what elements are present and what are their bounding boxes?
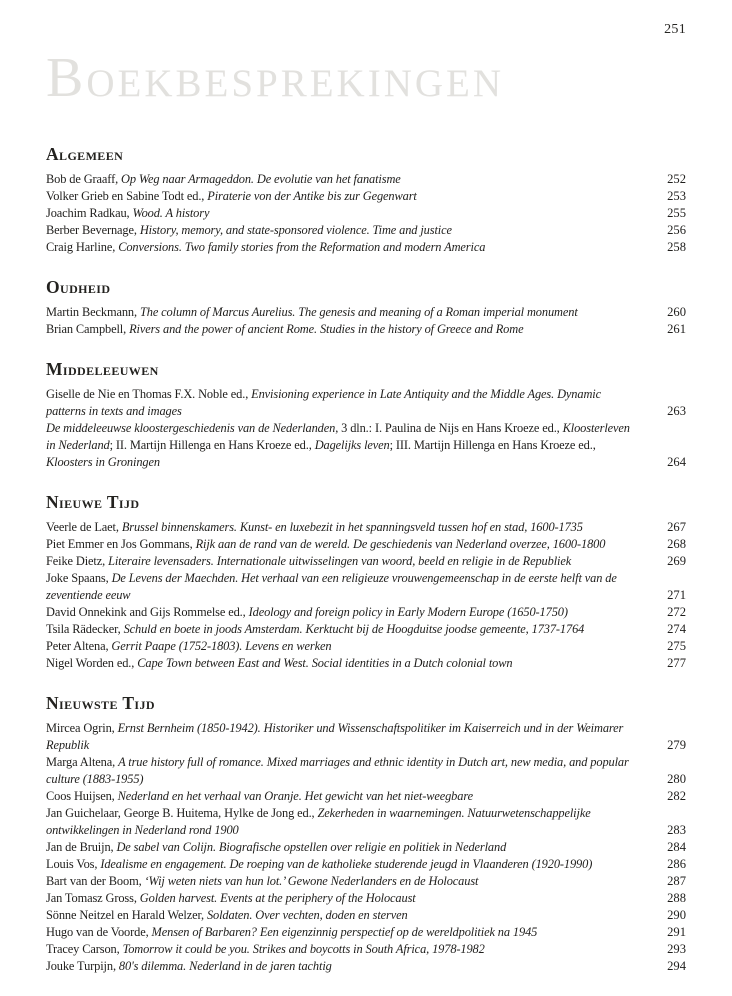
entry-page-number: 260 <box>667 304 686 319</box>
section-title: Algemeen <box>46 143 124 164</box>
section-title: Middeleeuwen <box>46 358 159 379</box>
toc-entry <box>46 720 686 754</box>
toc-sections <box>46 144 686 975</box>
entry-page-number: 283 <box>667 822 686 837</box>
section-algemeen <box>46 144 686 256</box>
toc-entry <box>46 570 686 604</box>
entry-title-segment: 80's dilemma. Nederland in de jaren tachtig <box>118 958 332 973</box>
entry-text <box>46 420 656 471</box>
entry-author-segment: Craig Harline, <box>46 239 119 254</box>
entry-text <box>46 754 656 788</box>
entry-page-number: 263 <box>667 403 686 418</box>
entry-text <box>46 873 656 890</box>
entry-text <box>46 941 656 958</box>
entry-page-number: 277 <box>667 655 686 670</box>
entry-page-number: 264 <box>667 454 686 469</box>
entry-title-segment: Gerrit Paape (1752-1803). Levens en werken <box>111 638 332 653</box>
entry-title-segment: Wood. A history <box>132 205 210 220</box>
entry-author-segment: ; III. Martijn Hillenga en Hans Kroeze ed., <box>389 437 596 452</box>
entry-author-segment: Jan de Bruijn, <box>46 839 117 854</box>
entry-author-segment: Jan Tomasz Gross, <box>46 890 140 905</box>
entry-text <box>46 553 656 570</box>
entry-author-segment: Piet Emmer en Jos Gommans, <box>46 536 196 551</box>
entry-title-segment: History, memory, and state-sponsored violence. Time and justice <box>139 222 452 237</box>
toc-entry <box>46 655 686 672</box>
entry-text <box>46 890 656 907</box>
entry-author-segment: Tracey Carson, <box>46 941 123 956</box>
entry-text <box>46 188 656 205</box>
toc-entry <box>46 188 686 205</box>
entry-text <box>46 907 656 924</box>
entry-title-segment: Golden harvest. Events at the periphery of the Holocaust <box>139 890 416 905</box>
entry-title-segment: Piraterie von der Antike bis zur Gegenwart <box>207 188 417 203</box>
entry-title-segment: Ideology and foreign policy in Early Modern Europe (1650-1750) <box>248 604 568 619</box>
toc-entry <box>46 890 686 907</box>
toc-entry <box>46 222 686 239</box>
entry-title-segment: Zekerheden in waarnemingen. Natuurwetenschappelijke ontwikkelingen in Nederland rond 1900 <box>46 805 591 837</box>
section-nieuwe-tijd <box>46 492 686 672</box>
page-number: 251 <box>664 22 686 37</box>
toc-entry <box>46 205 686 222</box>
entry-page-number: 282 <box>667 788 686 803</box>
entry-author-segment: Volker Grieb en Sabine Todt ed., <box>46 188 208 203</box>
entry-page-number: 271 <box>667 587 686 602</box>
entry-text <box>46 805 656 839</box>
entry-author-segment: Nigel Worden ed., <box>46 655 138 670</box>
entry-title-segment: Op Weg naar Armageddon. De evolutie van het fanatisme <box>121 171 401 186</box>
entry-author-segment: Bob de Graaff, <box>46 171 122 186</box>
entry-author-segment: Louis Vos, <box>46 856 101 871</box>
entry-page-number: 290 <box>667 907 686 922</box>
entry-page-number: 255 <box>667 205 686 220</box>
entry-text <box>46 570 656 604</box>
entry-page-number: 288 <box>667 890 686 905</box>
toc-entry <box>46 386 686 420</box>
entry-title-segment: Kloosters in Groningen <box>46 454 160 469</box>
toc-entry <box>46 171 686 188</box>
section-title: Oudheid <box>46 276 111 297</box>
entry-author-segment: Mircea Ogrin, <box>46 720 118 735</box>
entry-title-segment: Brussel binnenskamers. Kunst- en luxebezit in het spanningsveld tussen hof en stad, 1600-1735 <box>121 519 583 534</box>
toc-entry <box>46 788 686 805</box>
entry-author-segment: Feike Dietz, <box>46 553 109 568</box>
toc-entry <box>46 839 686 856</box>
section-title: Nieuwste Tijd <box>46 692 155 713</box>
toc-entry <box>46 638 686 655</box>
entry-title-segment: Soldaten. Over vechten, doden en sterven <box>206 907 408 922</box>
entry-author-segment: Jan Guichelaar, George B. Huitema, Hylke de Jong ed., <box>46 805 318 820</box>
entry-author-segment: Bart van der Boom, <box>46 873 145 888</box>
entry-page-number: 253 <box>667 188 686 203</box>
entry-title-segment: Kloosterleven in Nederland <box>46 420 630 452</box>
entry-page-number: 275 <box>667 638 686 653</box>
toc-entry <box>46 856 686 873</box>
entry-text <box>46 958 656 975</box>
entry-title-segment: Tomorrow it could be you. Strikes and boycotts in South Africa, 1978-1982 <box>122 941 485 956</box>
entry-title-segment: Ernst Bernheim (1850-1942). Historiker und Wissenschaftspolitiker im Kaiserreich und in der Weimarer Republik <box>46 720 624 752</box>
entry-title-segment: Rijk aan de rand van de wereld. De geschiedenis van Nederland overzee, 1600-1800 <box>195 536 606 551</box>
entry-page-number: 252 <box>667 171 686 186</box>
entry-page-number: 286 <box>667 856 686 871</box>
entry-title-segment: A true history full of romance. Mixed marriages and ethnic identity in Dutch art, new media, and popular culture (1883-1955) <box>46 754 629 786</box>
entry-text <box>46 604 656 621</box>
entry-page-number: 287 <box>667 873 686 888</box>
entry-title-segment: Conversions. Two family stories from the Reformation and modern America <box>118 239 486 254</box>
entry-title-segment: De sabel van Colijn. Biografische opstellen over religie en politiek in Nederland <box>116 839 507 854</box>
toc-entry <box>46 924 686 941</box>
section-middeleeuwen <box>46 359 686 471</box>
toc-entry <box>46 519 686 536</box>
entry-text <box>46 171 656 188</box>
entry-title-segment: Envisioning experience in Late Antiquity and the Middle Ages. Dynamic patterns in texts and images <box>46 386 601 418</box>
entry-page-number: 272 <box>667 604 686 619</box>
entry-author-segment: Brian Campbell, <box>46 321 130 336</box>
entry-author-segment: Hugo van de Voorde, <box>46 924 152 939</box>
entry-page-number: 268 <box>667 536 686 551</box>
entry-author-segment: Jouke Turpijn, <box>46 958 119 973</box>
toc-entry <box>46 805 686 839</box>
entry-page-number: 280 <box>667 771 686 786</box>
entry-text <box>46 519 656 536</box>
entry-title-segment: Schuld en boete in joods Amsterdam. Kerktucht bij de Hoogduitse joodse gemeente, 1737-1764 <box>123 621 585 636</box>
entry-text <box>46 222 656 239</box>
section-entries <box>46 519 686 672</box>
entry-text <box>46 839 656 856</box>
entry-author-segment: , 3 dln.: I. Paulina de Nijs en Hans Kroeze ed., <box>335 420 563 435</box>
toc-entry <box>46 536 686 553</box>
entry-author-segment: Veerle de Laet, <box>46 519 122 534</box>
entry-page-number: 279 <box>667 737 686 752</box>
entry-author-segment: Joke Spaans, <box>46 570 112 585</box>
entry-title-segment: De Levens der Maechden. Het verhaal van een religieuze vrouwengemeenschap in de eerste helft van de zeventiende eeuw <box>46 570 617 602</box>
page-heading: Boekbesprekingen <box>46 47 505 109</box>
entry-author-segment: Martin Beckmann, <box>46 304 140 319</box>
entry-text <box>46 239 656 256</box>
entry-page-number: 267 <box>667 519 686 534</box>
toc-entry <box>46 553 686 570</box>
entry-author-segment: Marga Altena, <box>46 754 119 769</box>
entry-author-segment: David Onnekink and Gijs Rommelse ed., <box>46 604 249 619</box>
section-nieuwste-tijd <box>46 693 686 975</box>
entry-text <box>46 924 656 941</box>
entry-title-segment: Literaire levensaders. Internationale uitwisselingen van woord, beeld en religie in de Republiek <box>108 553 572 568</box>
entry-page-number: 256 <box>667 222 686 237</box>
section-entries <box>46 720 686 975</box>
entry-title-segment: Cape Town between East and West. Social identities in a Dutch colonial town <box>137 655 513 670</box>
entry-author-segment: Tsila Rädecker, <box>46 621 124 636</box>
toc-entry <box>46 941 686 958</box>
entry-page-number: 269 <box>667 553 686 568</box>
entry-author-segment: Peter Altena, <box>46 638 112 653</box>
entry-page-number: 274 <box>667 621 686 636</box>
entry-page-number: 294 <box>667 958 686 973</box>
entry-title-segment: Dagelijks leven <box>314 437 390 452</box>
toc-entry <box>46 239 686 256</box>
toc-entry <box>46 621 686 638</box>
entry-author-segment: Berber Bevernage, <box>46 222 140 237</box>
section-oudheid <box>46 277 686 338</box>
toc-entry <box>46 604 686 621</box>
entry-title-segment: ‘Wij weten niets van hun lot.’ Gewone Nederlanders en de Holocaust <box>144 873 479 888</box>
entry-text <box>46 205 656 222</box>
entry-text <box>46 655 656 672</box>
entry-text <box>46 788 656 805</box>
entry-author-segment: Sönne Neitzel en Harald Welzer, <box>46 907 207 922</box>
entry-title-segment: Nederland en het verhaal van Oranje. Het gewicht van het niet-weegbare <box>117 788 473 803</box>
entry-author-segment: Coos Huijsen, <box>46 788 118 803</box>
entry-title-segment: Idealisme en engagement. De roeping van de katholieke studerende jeugd in Vlaanderen (1920-1990) <box>100 856 593 871</box>
toc-entry <box>46 754 686 788</box>
entry-text <box>46 856 656 873</box>
entry-text <box>46 638 656 655</box>
section-entries <box>46 171 686 256</box>
entry-text <box>46 386 656 420</box>
toc-entry <box>46 958 686 975</box>
entry-page-number: 261 <box>667 321 686 336</box>
toc-entry <box>46 321 686 338</box>
section-entries <box>46 304 686 338</box>
entry-author-segment: ; II. Martijn Hillenga en Hans Kroeze ed., <box>109 437 315 452</box>
entry-text <box>46 304 656 321</box>
toc-entry <box>46 420 686 471</box>
entry-text <box>46 536 656 553</box>
entry-text <box>46 621 656 638</box>
entry-title-segment: Rivers and the power of ancient Rome. Studies in the history of Greece and Rome <box>129 321 524 336</box>
entry-text <box>46 321 656 338</box>
entry-title-segment: Mensen of Barbaren? Een eigenzinnig perspectief op de wereldpolitiek na 1945 <box>151 924 538 939</box>
entry-text <box>46 720 656 754</box>
section-title: Nieuwe Tijd <box>46 491 140 512</box>
entry-title-segment: The column of Marcus Aurelius. The genesis and meaning of a Roman imperial monument <box>139 304 578 319</box>
entry-author-segment: Joachim Radkau, <box>46 205 133 220</box>
entry-page-number: 258 <box>667 239 686 254</box>
entry-page-number: 293 <box>667 941 686 956</box>
section-entries <box>46 386 686 471</box>
entry-page-number: 291 <box>667 924 686 939</box>
entry-author-segment: Giselle de Nie en Thomas F.X. Noble ed., <box>46 386 252 401</box>
toc-entry <box>46 304 686 321</box>
entry-title-segment: De middeleeuwse kloostergeschiedenis van de Nederlanden <box>46 420 336 435</box>
toc-entry <box>46 907 686 924</box>
toc-entry <box>46 873 686 890</box>
entry-page-number: 284 <box>667 839 686 854</box>
